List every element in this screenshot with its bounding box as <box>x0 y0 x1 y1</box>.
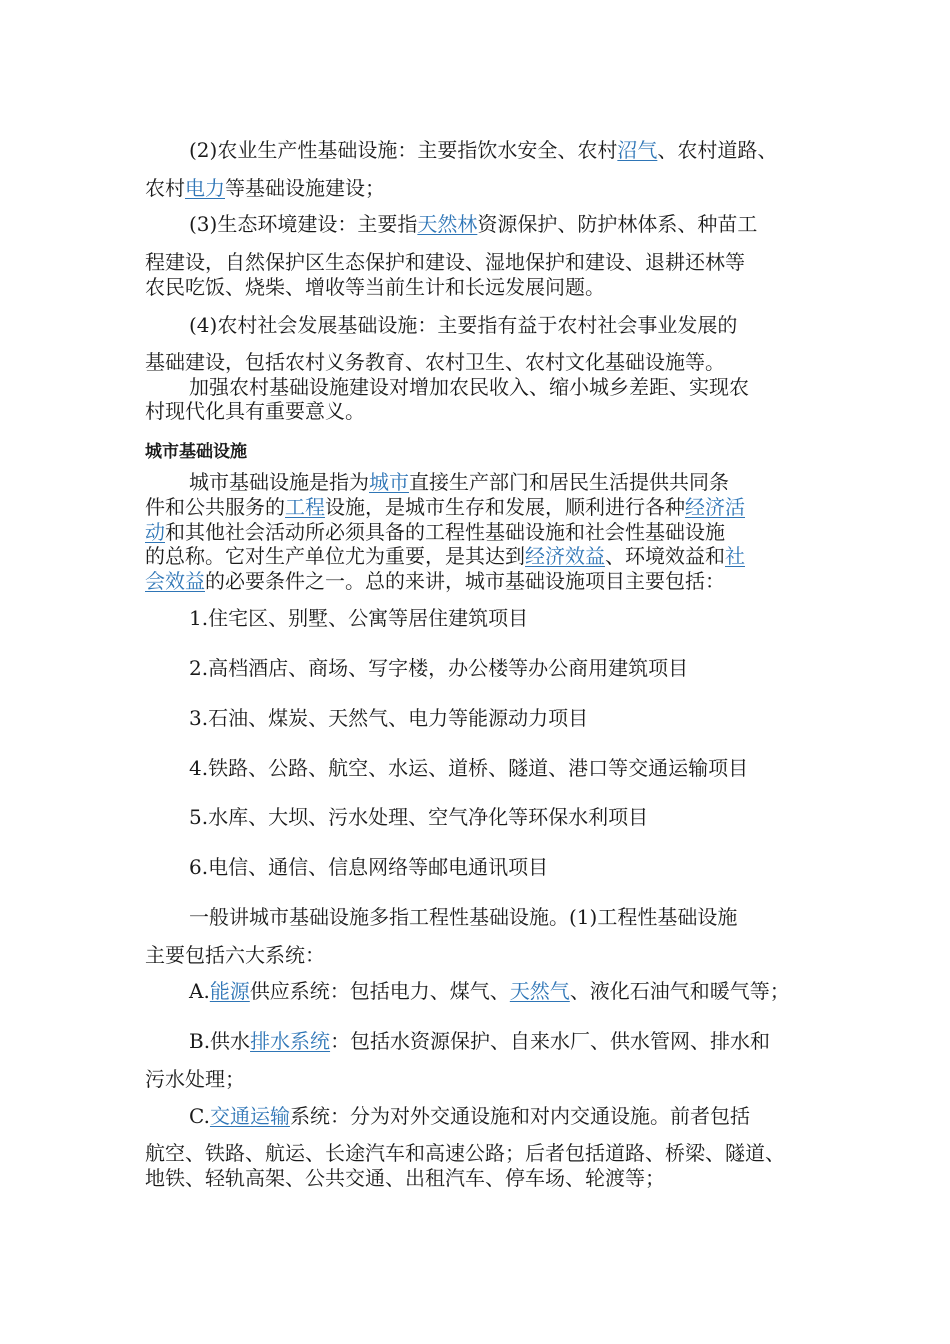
list-item: 1.住宅区、别墅、公寓等居住建筑项目 <box>189 606 529 630</box>
urban-paragraph-line-2: 件和公共服务的工程设施，是城市生存和发展，顺利进行各种经济活 <box>145 495 745 519</box>
urban-paragraph-line-5: 会效益的必要条件之一。总的来讲，城市基础设施项目主要包括： <box>145 569 725 593</box>
link-engineering[interactable]: 工程 <box>285 495 325 519</box>
list-item: 3.石油、煤炭、天然气、电力等能源动力项目 <box>189 706 589 730</box>
urban-paragraph-line-3: 动和其他社会活动所必须具备的工程性基础设施和社会性基础设施 <box>145 520 725 544</box>
general-paragraph-line-1: 一般讲城市基础设施多指工程性基础设施。(1)工程性基础设施 <box>189 905 738 929</box>
eco-paragraph-line-2: 程建设，自然保护区生态保护和建设、湿地保护和建设、退耕还林等 <box>145 250 745 274</box>
link-energy[interactable]: 能源 <box>209 979 250 1003</box>
urban-paragraph-line-1: 城市基础设施是指为城市直接生产部门和居民生活提供共同条 <box>189 470 729 494</box>
link-natural-forest[interactable]: 天然林 <box>417 212 478 236</box>
system-b-line-2: 污水处理； <box>145 1067 245 1091</box>
system-c-line-3: 地铁、轻轨高架、公共交通、出租汽车、停车场、轮渡等； <box>145 1166 665 1190</box>
link-drainage-system[interactable]: 排水系统 <box>250 1029 331 1053</box>
section-heading-urban-infrastructure: 城市基础设施 <box>145 442 247 462</box>
list-item: 6.电信、通信、信息网络等邮电通讯项目 <box>189 855 549 879</box>
social-paragraph-line-2: 基础建设，包括农村义务教育、农村卫生、农村文化基础设施等。 <box>145 350 725 374</box>
agri-paragraph-line-1: (2)农业生产性基础设施：主要指饮水安全、农村沼气、农村道路、 <box>189 138 778 162</box>
link-economic-activity[interactable]: 经济活 <box>685 495 745 519</box>
link-biogas[interactable]: 沼气 <box>617 138 658 162</box>
link-city[interactable]: 城市 <box>369 470 409 494</box>
link-natural-gas[interactable]: 天然气 <box>509 979 570 1003</box>
link-electric-power[interactable]: 电力 <box>185 176 225 200</box>
link-economic-activity-cont[interactable]: 动 <box>145 520 165 544</box>
list-item: 4.铁路、公路、航空、水运、道桥、隧道、港口等交通运输项目 <box>189 756 749 780</box>
list-item: 5.水库、大坝、污水处理、空气净化等环保水利项目 <box>189 805 649 829</box>
system-c-line-2: 航空、铁路、航运、长途汽车和高速公路；后者包括道路、桥梁、隧道、 <box>145 1141 785 1165</box>
agri-paragraph-line-2: 农村电力等基础设施建设； <box>145 176 385 200</box>
system-c-line-1: C.交通运输系统：分为对外交通设施和对内交通设施。前者包括 <box>189 1104 750 1128</box>
general-paragraph-line-2: 主要包括六大系统： <box>145 943 325 967</box>
link-social-benefit[interactable]: 社 <box>725 544 745 568</box>
system-a-line-1: A.能源供应系统：包括电力、煤气、天然气、液化石油气和暖气等； <box>189 979 790 1003</box>
social-paragraph-line-1: (4)农村社会发展基础设施：主要指有益于农村社会事业发展的 <box>189 313 738 337</box>
eco-paragraph-line-3: 农民吃饭、烧柴、增收等当前生计和长远发展问题。 <box>145 275 605 299</box>
strengthen-paragraph-line-1: 加强农村基础设施建设对增加农民收入、缩小城乡差距、实现农 <box>189 375 749 399</box>
list-item: 2.高档酒店、商场、写字楼，办公楼等办公商用建筑项目 <box>189 656 689 680</box>
system-b-line-1: B.供水排水系统：包括水资源保护、自来水厂、供水管网、排水和 <box>189 1029 771 1053</box>
strengthen-paragraph-line-2: 村现代化具有重要意义。 <box>145 399 365 423</box>
link-economic-benefit[interactable]: 经济效益 <box>525 544 605 568</box>
link-social-benefit-cont[interactable]: 会效益 <box>145 569 205 593</box>
link-transportation[interactable]: 交通运输 <box>209 1104 290 1128</box>
urban-paragraph-line-4: 的总称。它对生产单位尤为重要，是其达到经济效益、环境效益和社 <box>145 544 745 568</box>
eco-paragraph-line-1: (3)生态环境建设：主要指天然林资源保护、防护林体系、种苗工 <box>189 212 758 236</box>
